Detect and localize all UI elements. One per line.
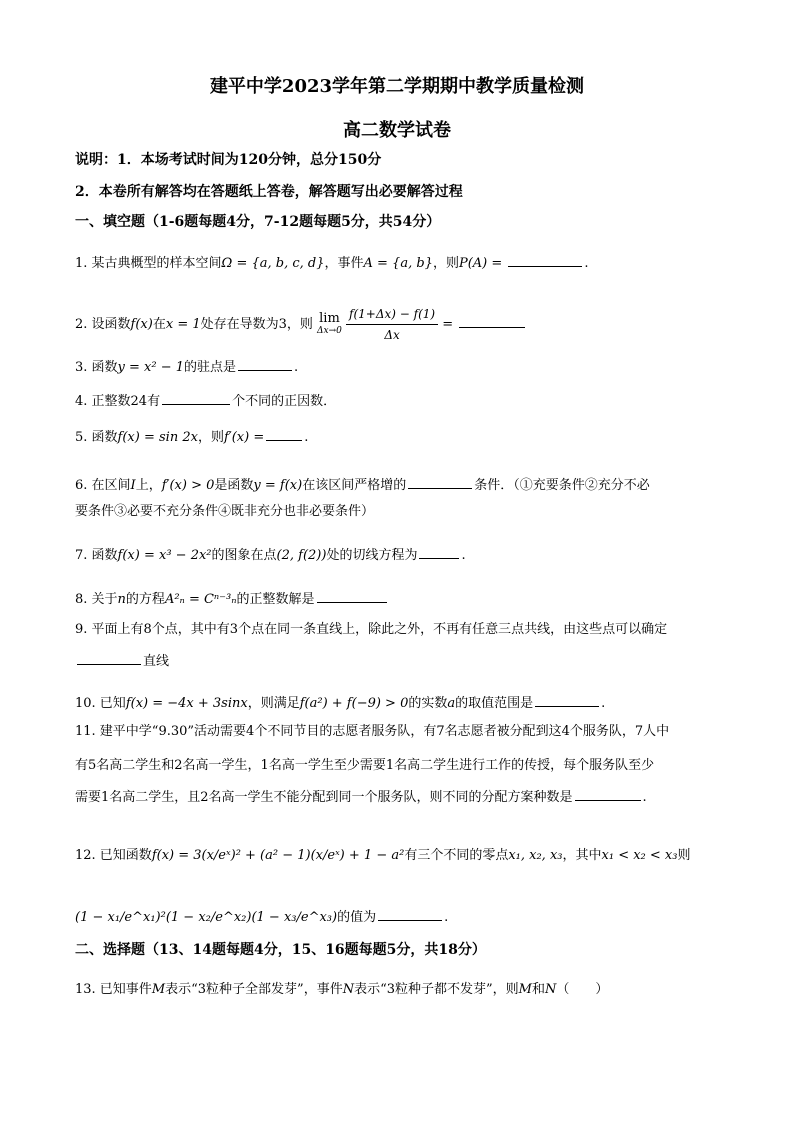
q12-end: . bbox=[444, 910, 449, 925]
question-6 bbox=[75, 474, 725, 496]
q11-text: 需要1名高二学生，且2名高一学生不能分配到同一个服务队，则不同的分配方案种数是 bbox=[75, 790, 573, 805]
q7-text-a: 7. 函数 bbox=[75, 548, 118, 563]
q5-math-derivative: f′(x) = bbox=[223, 430, 265, 445]
q12-text-a: 12. 已知函数 bbox=[75, 848, 152, 863]
question-11-line-3 bbox=[75, 786, 725, 808]
question-6-continued: 要条件③必要不充分条件④既非充分也非必要条件） bbox=[75, 504, 375, 519]
q12-answer-blank bbox=[378, 906, 442, 921]
q4-text-a: 4. 正整数24有 bbox=[75, 394, 161, 409]
q5-math-fx: f(x) = sin 2x bbox=[117, 430, 198, 445]
question-1: 1. 某古典概型的样本空间Ω = {a, b, c, d}，事件A = {a, b}，则P(A) = . bbox=[75, 252, 725, 274]
q2-answer-blank bbox=[459, 313, 525, 328]
q3-answer-blank bbox=[238, 356, 292, 371]
q5-text-a: 5. 函数 bbox=[75, 430, 118, 445]
q10-math-inequality: f(a²) + f(−9) > 0 bbox=[299, 696, 409, 711]
exam-title: 建平中学2023学年第二学期期中教学质量检测 bbox=[209, 76, 585, 97]
q13-math-n: N bbox=[342, 982, 355, 997]
q5-answer-blank bbox=[266, 426, 302, 441]
q2-text-b: 在 bbox=[152, 317, 166, 332]
q2-fraction: $\frac{f(1+\Delta x) - f(1)}{\Delta x}$ bbox=[346, 304, 438, 345]
q3-text-a: 3. 函数 bbox=[75, 360, 118, 375]
question-11-line-1: 11. 建平中学“9.30”活动需要4个不同节目的志愿者服务队，有7名志愿者被分配到这4个服务队，7人中 bbox=[75, 724, 670, 739]
q1-math-event: A = {a, b} bbox=[363, 256, 433, 271]
q12-math-zeros: x₁, x₂, x₃ bbox=[508, 848, 563, 863]
q10-answer-blank bbox=[535, 692, 599, 707]
q7-math-fx: f(x) = x³ − 2x² bbox=[117, 548, 212, 563]
q2-equals: = bbox=[442, 317, 454, 332]
q1-math-prob: P(A) = bbox=[458, 256, 503, 271]
q13-text-a: 13. 已知事件 bbox=[75, 982, 152, 997]
section-1-heading: 一、填空题（1-6题每题4分，7-12题每题5分，共54分） bbox=[75, 214, 441, 230]
q13-text-c: 表示“3粒种子都不发芽”，则 bbox=[354, 982, 519, 997]
q12-math-expression: (1 − x₁/e^x₁)²(1 − x₂/e^x₂)(1 − x₃/e^x₃) bbox=[75, 910, 338, 925]
q2-text-a: 2. 设函数 bbox=[75, 317, 131, 332]
q6-text-e: 条件．（①充要条件②充分不必 bbox=[474, 478, 650, 493]
q2-text-c: 处存在导数为3，则 bbox=[200, 317, 313, 332]
q8-math-equation: A²ₙ = Cⁿ⁻³ₙ bbox=[164, 592, 237, 607]
q13-answer-parens: （ ） bbox=[556, 982, 609, 997]
q10-end: . bbox=[601, 696, 606, 711]
q10-text-a: 10. 已知 bbox=[75, 696, 126, 711]
q6-answer-blank bbox=[408, 474, 472, 489]
q6-text-c: 是函数 bbox=[214, 478, 254, 493]
q1-text-c: ，则 bbox=[432, 256, 459, 271]
q13-text-d: 和 bbox=[531, 982, 545, 997]
q8-answer-blank bbox=[317, 588, 387, 603]
note-2: 2．本卷所有解答均在答题纸上答卷，解答题写出必要解答过程 bbox=[75, 184, 463, 200]
note-1: 说明：1．本场考试时间为120分钟，总分150分 bbox=[75, 152, 382, 168]
q2-math-x1: x = 1 bbox=[165, 317, 201, 332]
q11-end: . bbox=[642, 790, 647, 805]
question-4 bbox=[75, 390, 725, 412]
question-13 bbox=[75, 980, 725, 1000]
q7-text-b: 的图象在点 bbox=[211, 548, 277, 563]
q6-text-a: 6. 在区间 bbox=[75, 478, 131, 493]
q13-math-m: M bbox=[151, 982, 166, 997]
q11-answer-blank bbox=[575, 786, 641, 801]
q2-limit: lim Δx→0 bbox=[317, 310, 342, 336]
question-5 bbox=[75, 426, 725, 448]
question-12 bbox=[75, 846, 725, 866]
q5-end: . bbox=[304, 430, 309, 445]
q8-math-n: n bbox=[117, 592, 126, 607]
q10-text-c: 的实数 bbox=[408, 696, 448, 711]
q13-math-n2: N bbox=[544, 982, 557, 997]
q10-text-d: 的取值范围是 bbox=[455, 696, 534, 711]
q5-text-b: ，则 bbox=[197, 430, 224, 445]
q13-text-b: 表示“3粒种子全部发芽”，事件 bbox=[165, 982, 343, 997]
q12-math-function: f(x) = 3(x/eˣ)² + (a² − 1)(x/eˣ) + 1 − a² bbox=[151, 848, 405, 863]
q4-answer-blank bbox=[162, 390, 230, 405]
q12-text-d: 则 bbox=[677, 848, 691, 863]
q1-math-sample-space: Ω = {a, b, c, d} bbox=[221, 256, 325, 271]
question-8 bbox=[75, 588, 725, 610]
question-9-continued bbox=[75, 650, 725, 672]
q7-end: . bbox=[461, 548, 466, 563]
q4-text-b: 个不同的正因数． bbox=[232, 394, 337, 409]
q12-text-c: ，其中 bbox=[562, 848, 602, 863]
q1-answer-blank bbox=[508, 252, 582, 267]
q6-text-d: 在该区间严格增的 bbox=[302, 478, 407, 493]
q8-text-a: 8. 关于 bbox=[75, 592, 118, 607]
q10-text-b: ，则满足 bbox=[247, 696, 300, 711]
question-11-line-2: 有5名高二学生和2名高一学生，1名高一学生至少需要1名高二学生进行工作的传授，每个服务队至少 bbox=[75, 758, 655, 773]
q10-math-fx: f(x) = −4x + 3sinx bbox=[125, 696, 248, 711]
q10-math-a: a bbox=[447, 696, 456, 711]
q8-text-b: 的方程 bbox=[125, 592, 165, 607]
q3-math: y = x² − 1 bbox=[117, 360, 185, 375]
q6-math-condition: f′(x) > 0 bbox=[161, 478, 215, 493]
q12-math-order: x₁ < x₂ < x₃ bbox=[601, 848, 678, 863]
q1-text-b: ，事件 bbox=[324, 256, 364, 271]
q3-text-b: 的驻点是 bbox=[184, 360, 237, 375]
q9-text-b: 直线 bbox=[143, 654, 170, 669]
exam-subtitle: 高二数学试卷 bbox=[343, 120, 451, 141]
q7-answer-blank bbox=[419, 544, 459, 559]
question-3 bbox=[75, 356, 725, 378]
question-10 bbox=[75, 692, 725, 714]
q2-math-fx: f(x) bbox=[130, 317, 153, 332]
q12-text-b: 有三个不同的零点 bbox=[404, 848, 509, 863]
q7-math-point: (2, f(2)) bbox=[276, 548, 327, 563]
q6-math-function: y = f(x) bbox=[253, 478, 303, 493]
q7-text-c: 处的切线方程为 bbox=[326, 548, 418, 563]
q12-text-e: 的值为 bbox=[337, 910, 377, 925]
q9-answer-blank bbox=[77, 650, 141, 665]
q1-text-a: 1. 某古典概型的样本空间 bbox=[75, 256, 222, 271]
question-7 bbox=[75, 544, 725, 566]
question-9: 9. 平面上有8个点，其中有3个点在同一条直线上，除此之外，不再有任意三点共线，由这些点可以确定 bbox=[75, 622, 668, 637]
question-2 bbox=[75, 304, 725, 344]
section-2-heading: 二、选择题（13、14题每题4分，15、16题每题5分，共18分） bbox=[75, 942, 486, 958]
q6-text-b: 上， bbox=[135, 478, 162, 493]
question-12-continued bbox=[75, 906, 725, 928]
q6-math-interval: I bbox=[130, 478, 136, 493]
q8-text-c: 的正整数解是 bbox=[236, 592, 315, 607]
q13-math-m2: M bbox=[518, 982, 532, 997]
q3-end: . bbox=[294, 360, 299, 375]
